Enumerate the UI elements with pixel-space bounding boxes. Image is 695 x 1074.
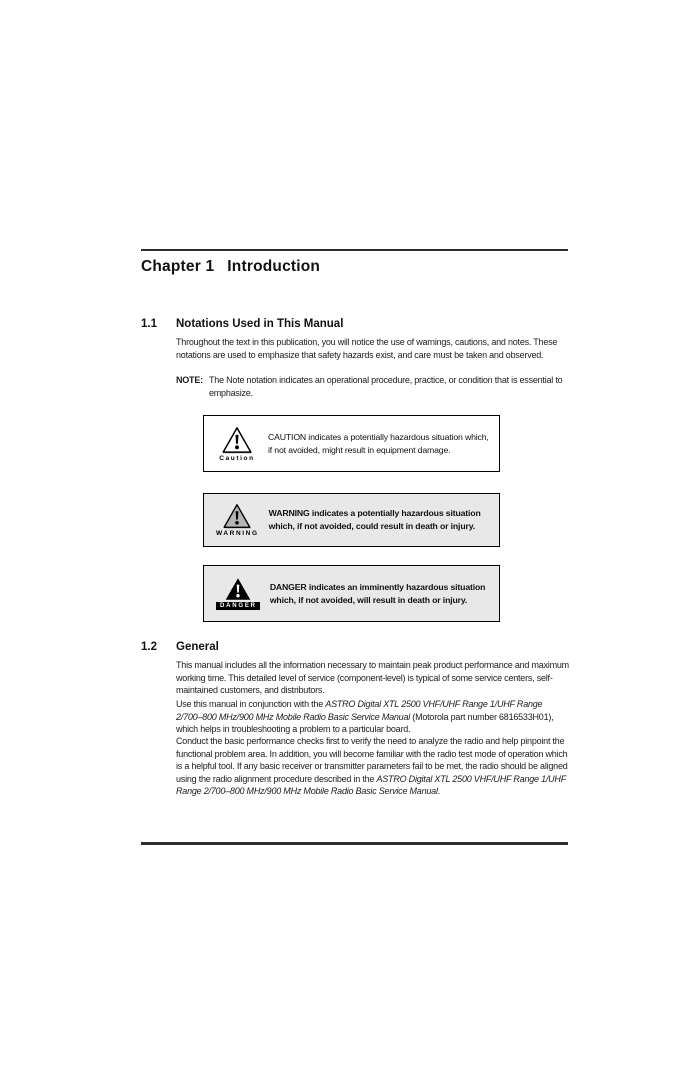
warning-triangle-icon bbox=[222, 503, 252, 529]
caution-icon-column bbox=[216, 426, 258, 462]
danger-text: DANGER indicates an imminently hazardous situation which, if not avoided, will result in death or injury. bbox=[269, 581, 486, 605]
section-1-1-title: Notations Used in This Manual bbox=[176, 318, 344, 330]
bottom-rule bbox=[141, 842, 568, 845]
general-paragraph-3: Conduct the basic performance checks first to verify the need to analyze the radio and help pinpoint the functional problem area. In addition, you will become familiar with the radio test mode of operation which is a helpful tool. If any basic receiver or transmitter parameters fail to be met, the radio should be aligned using the radio alignment procedure described in the ASTRO Digital XTL 2500 VHF/UHF Range 1/UHF Range 2/700–800 MHz/900 MHz Mobile Radio Basic Service Manual. bbox=[176, 736, 568, 797]
notations-intro-paragraph: Throughout the text in this publication, you will notice the use of warnings, cautions, and notes. These notations are used to emphasize that safety hazards exist, and care must be taken and observed. bbox=[176, 337, 558, 360]
note-block bbox=[176, 374, 569, 399]
danger-triangle-icon bbox=[224, 577, 252, 601]
caution-notice-box bbox=[203, 415, 500, 472]
danger-notice-box bbox=[203, 565, 500, 622]
top-rule bbox=[141, 249, 568, 251]
caution-text: CAUTION indicates a potentially hazardous situation which, if not avoided, might result in equipment damage. bbox=[268, 431, 489, 455]
chapter-heading bbox=[141, 258, 320, 276]
note-text: The Note notation indicates an operational procedure, practice, or condition that is essential to emphasize. bbox=[209, 375, 563, 398]
warning-icon-label: WARNING bbox=[216, 530, 259, 537]
general-paragraph-2: Use this manual in conjunction with the ASTRO Digital XTL 2500 VHF/UHF Range 1/UHF Range 2/700–800 MHz/900 MHz Mobile Radio Basic Service Manual (Motorola part number 6816533H01), which helps in troubleshooting a problem to a particular board. bbox=[176, 699, 554, 735]
section-1-1-number: 1.1 bbox=[141, 318, 157, 330]
warning-text: WARNING indicates a potentially hazardous situation which, if not avoided, could result in death or injury. bbox=[268, 508, 481, 531]
chapter-title: Introduction bbox=[227, 258, 321, 275]
general-paragraph-1: This manual includes all the information necessary to maintain peak product performance and maximum working time. This detailed level of service (component-level) is typical of some service centers, self-maintained customers, and distributors. bbox=[176, 660, 569, 696]
danger-icon-column bbox=[216, 577, 260, 611]
chapter-label: Chapter 1 bbox=[141, 258, 215, 275]
danger-icon-label: DANGER bbox=[216, 602, 260, 611]
caution-icon-label: Caution bbox=[219, 454, 255, 462]
section-1-2-number: 1.2 bbox=[141, 641, 157, 653]
caution-triangle-icon bbox=[221, 426, 253, 454]
note-label: NOTE: bbox=[176, 375, 203, 385]
section-1-2-heading bbox=[141, 641, 219, 653]
section-1-1-heading bbox=[141, 318, 344, 330]
warning-notice-box bbox=[203, 493, 500, 547]
warning-icon-column bbox=[216, 503, 259, 537]
section-1-2-title: General bbox=[176, 641, 219, 653]
